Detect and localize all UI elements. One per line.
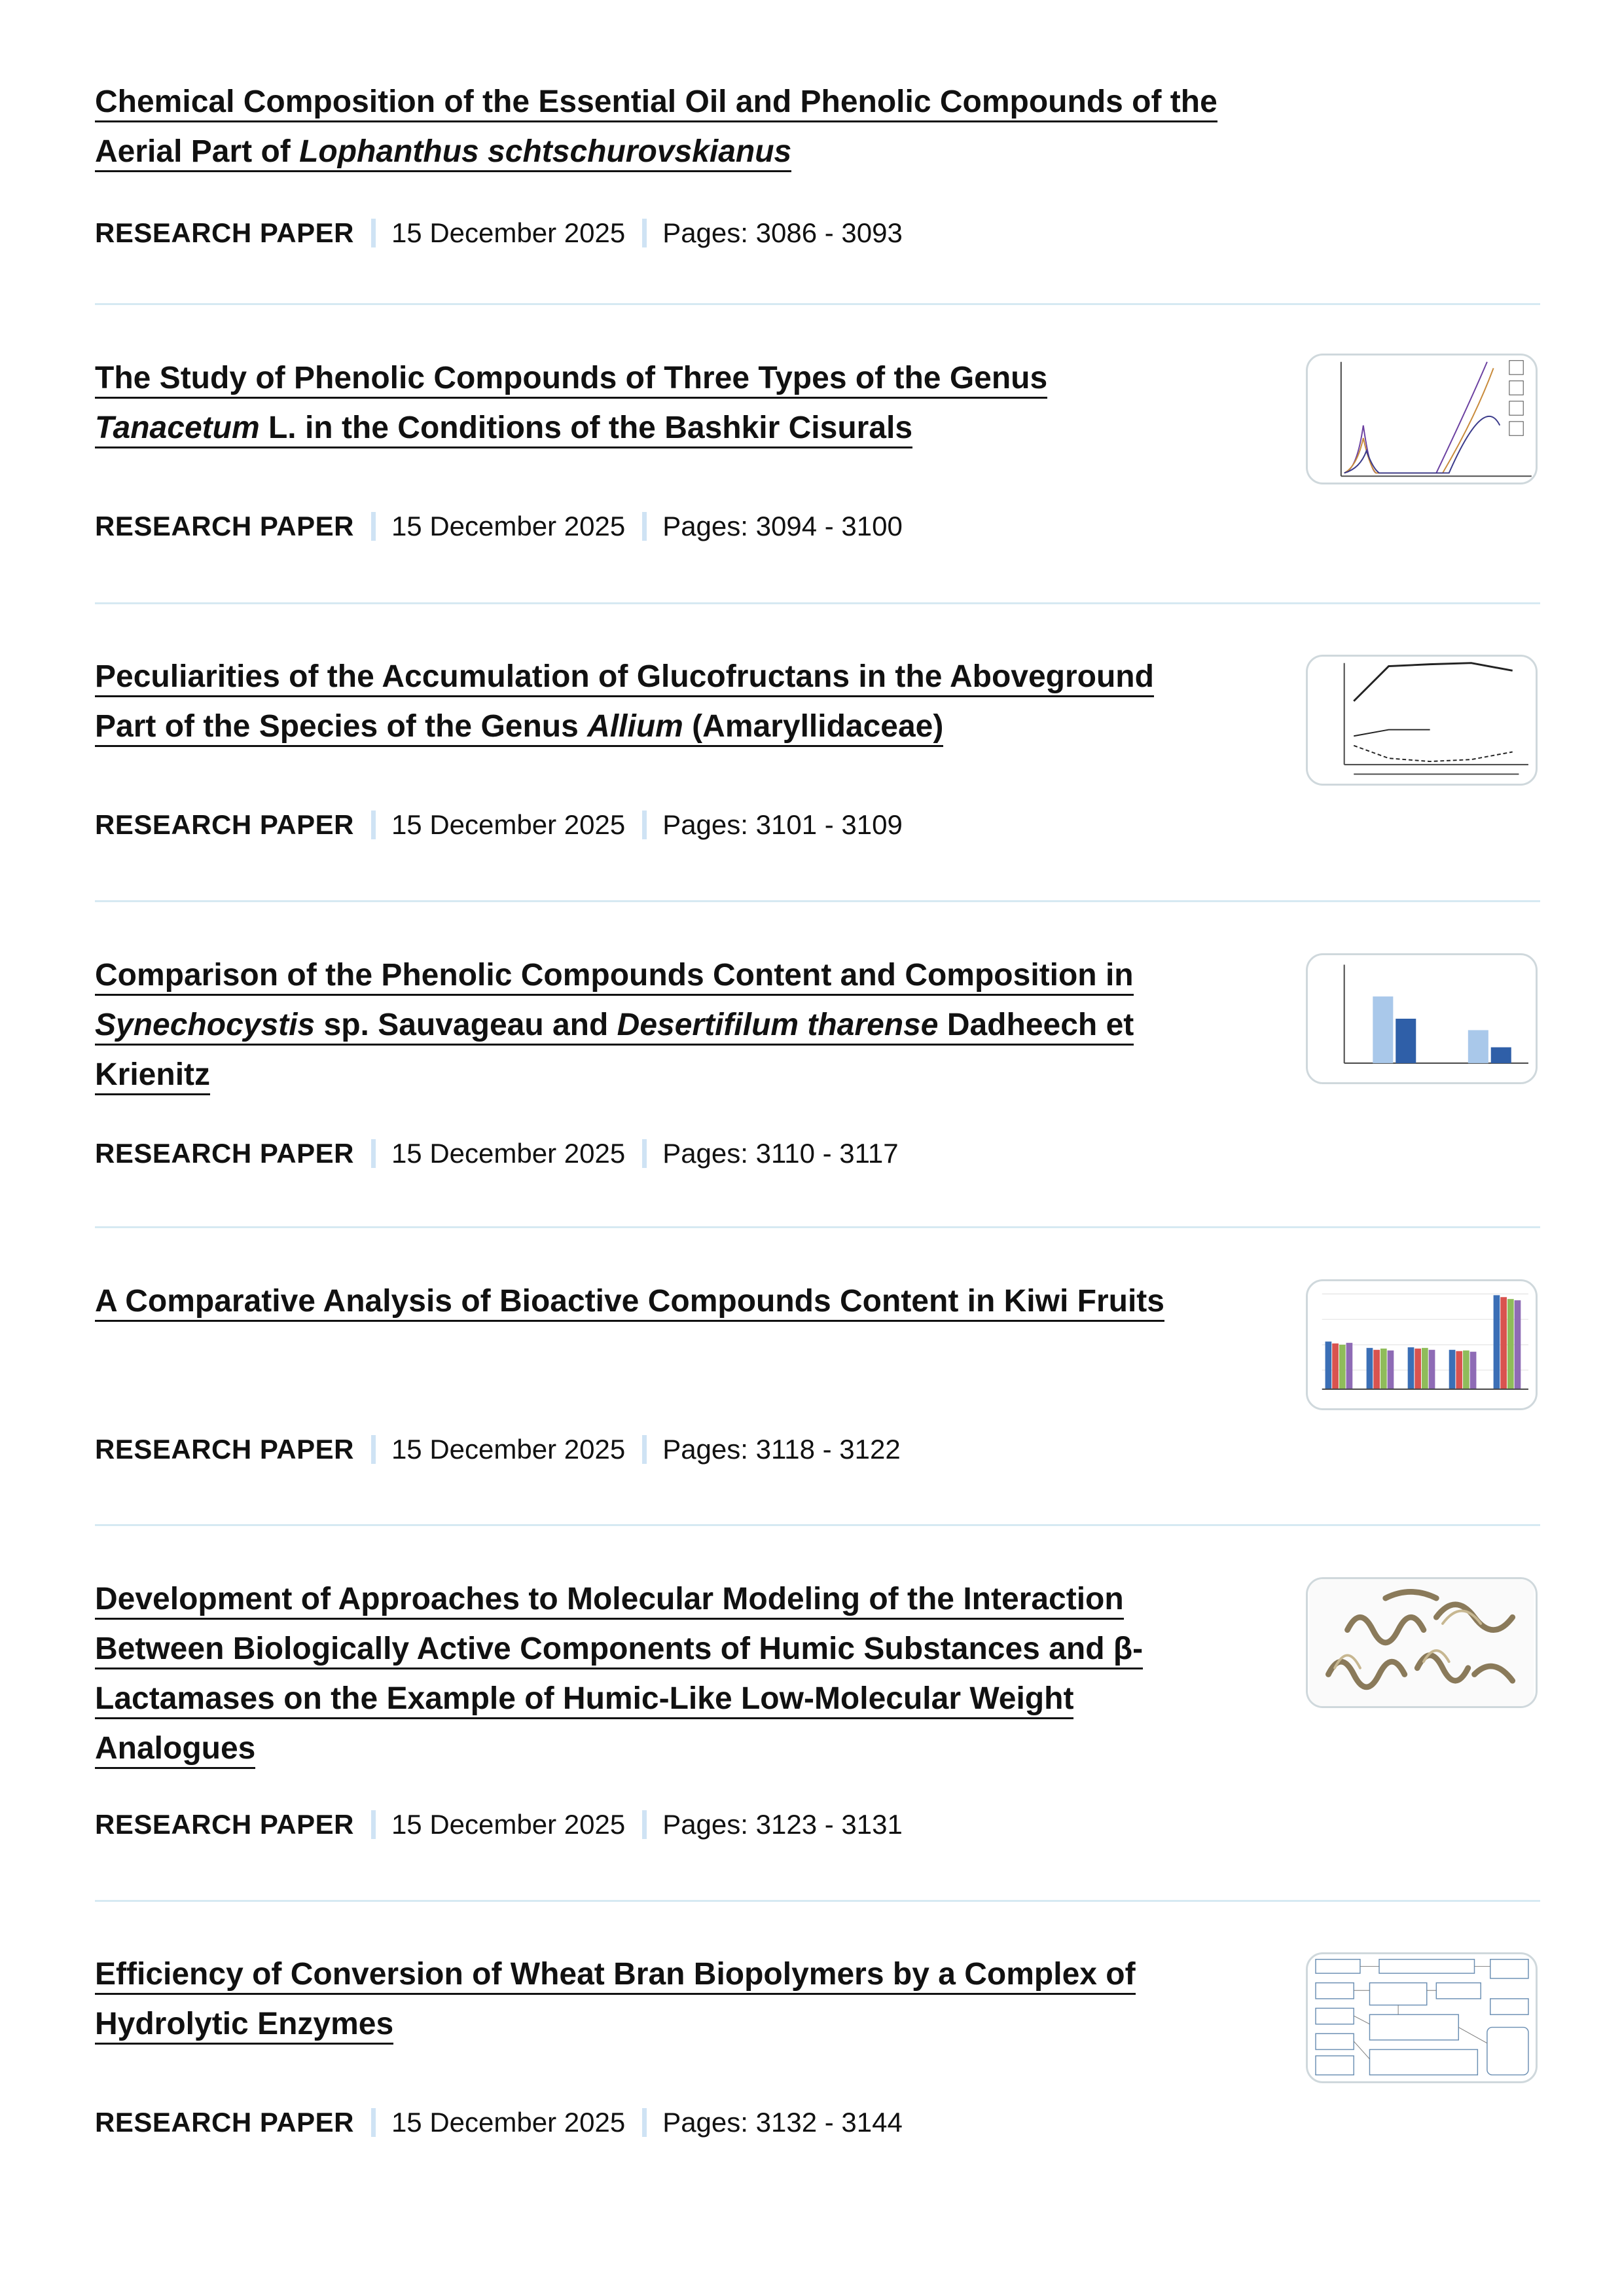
meta-separator [371, 2108, 376, 2137]
article-item [95, 951, 1540, 1169]
meta-separator [642, 512, 647, 541]
spectrum-chart-thumbnail[interactable] [1306, 354, 1538, 484]
meta-separator [371, 1435, 376, 1464]
meta-separator [371, 811, 376, 839]
divider [95, 1900, 1540, 1902]
article-type: RESEARCH PAPER [95, 1138, 354, 1169]
article-date: 15 December 2025 [391, 1434, 626, 1465]
article-title [95, 951, 1234, 1100]
divider [95, 602, 1540, 604]
article-title [95, 652, 1208, 752]
article-title-link[interactable]: Chemical Composition of the Essential Oil and Phenolic Compounds of the Aerial Part of Lophanthus schtschurovskianus [95, 84, 1217, 172]
article-pages: Pages: 3086 - 3093 [662, 217, 903, 248]
article-type: RESEARCH PAPER [95, 809, 354, 840]
meta-separator [642, 1810, 647, 1839]
article-pages: Pages: 3123 - 3131 [662, 1809, 903, 1840]
spectrum-chart-image [1308, 355, 1536, 483]
article-pages: Pages: 3132 - 3144 [662, 2107, 903, 2138]
article-title [95, 354, 1181, 453]
article-date: 15 December 2025 [391, 511, 626, 541]
article-date: 15 December 2025 [391, 217, 626, 248]
article-type: RESEARCH PAPER [95, 1434, 354, 1465]
article-title [95, 1950, 1208, 2049]
article-meta [95, 1808, 903, 1842]
article-title [95, 1575, 1208, 1774]
divider [95, 303, 1540, 305]
divider [95, 900, 1540, 902]
article-title-link[interactable]: A Comparative Analysis of Bioactive Compounds Content in Kiwi Fruits [95, 1284, 1164, 1322]
article-item [95, 1950, 1540, 2138]
divider [95, 1524, 1540, 1526]
article-pages: Pages: 3110 - 3117 [662, 1138, 899, 1169]
article-type: RESEARCH PAPER [95, 511, 354, 541]
article-title-link[interactable]: Efficiency of Conversion of Wheat Bran Biopolymers by a Complex of Hydrolytic Enzymes [95, 1957, 1136, 2045]
line-chart-thumbnail[interactable] [1306, 655, 1538, 786]
article-pages: Pages: 3118 - 3122 [662, 1434, 901, 1465]
meta-separator [371, 512, 376, 541]
article-title-link[interactable]: Comparison of the Phenolic Compounds Content and Composition in Synechocystis sp. Sauvageau and Desertifilum tharense Dadheech et Krienitz [95, 958, 1134, 1095]
bar-chart-image [1308, 955, 1536, 1082]
meta-separator [371, 1139, 376, 1168]
meta-separator [371, 1810, 376, 1839]
article-type: RESEARCH PAPER [95, 2107, 354, 2138]
article-meta [95, 2105, 903, 2140]
grouped-bar-chart-image [1308, 1281, 1536, 1408]
meta-separator [371, 219, 376, 247]
grouped-bar-chart-thumbnail[interactable] [1306, 1279, 1538, 1410]
meta-separator [642, 2108, 647, 2137]
article-date: 15 December 2025 [391, 809, 626, 840]
article-date: 15 December 2025 [391, 1138, 626, 1169]
article-title-link[interactable]: The Study of Phenolic Compounds of Three Types of the Genus Tanacetum L. in the Conditions of the Bashkir Cisurals [95, 361, 1047, 448]
article-item [95, 1277, 1540, 1465]
flow-diagram-image [1308, 1954, 1536, 2081]
article-pages: Pages: 3101 - 3109 [662, 809, 903, 840]
meta-separator [642, 1139, 647, 1168]
article-item [95, 652, 1540, 840]
protein-structure-thumbnail[interactable] [1306, 1577, 1538, 1708]
article-meta [95, 1432, 901, 1467]
article-meta [95, 216, 903, 250]
article-pages: Pages: 3094 - 3100 [662, 511, 903, 541]
article-title [95, 77, 1293, 177]
article-meta [95, 1137, 899, 1171]
bar-chart-thumbnail[interactable] [1306, 953, 1538, 1084]
divider [95, 1226, 1540, 1228]
article-meta [95, 509, 903, 543]
article-type: RESEARCH PAPER [95, 217, 354, 248]
article-meta [95, 808, 903, 842]
meta-separator [642, 811, 647, 839]
article-title-link[interactable]: Development of Approaches to Molecular Modeling of the Interaction Between Biologically Active Components of Humic Substances and β-Lactamases on the Example of Humic-Like Low-Molecular Weight Analogues [95, 1582, 1143, 1769]
article-date: 15 December 2025 [391, 2107, 626, 2138]
protein-structure-image [1308, 1579, 1536, 1706]
article-item [95, 1575, 1540, 1840]
article-date: 15 December 2025 [391, 1809, 626, 1840]
meta-separator [642, 1435, 647, 1464]
article-title [95, 1277, 1293, 1326]
article-type: RESEARCH PAPER [95, 1809, 354, 1840]
article-item [95, 77, 1540, 248]
article-title-link[interactable]: Peculiarities of the Accumulation of Glucofructans in the Aboveground Part of the Species of the Genus Allium (Amaryllidaceae) [95, 659, 1154, 747]
article-item [95, 354, 1540, 541]
meta-separator [642, 219, 647, 247]
line-chart-image [1308, 657, 1536, 784]
flow-diagram-thumbnail[interactable] [1306, 1952, 1538, 2083]
